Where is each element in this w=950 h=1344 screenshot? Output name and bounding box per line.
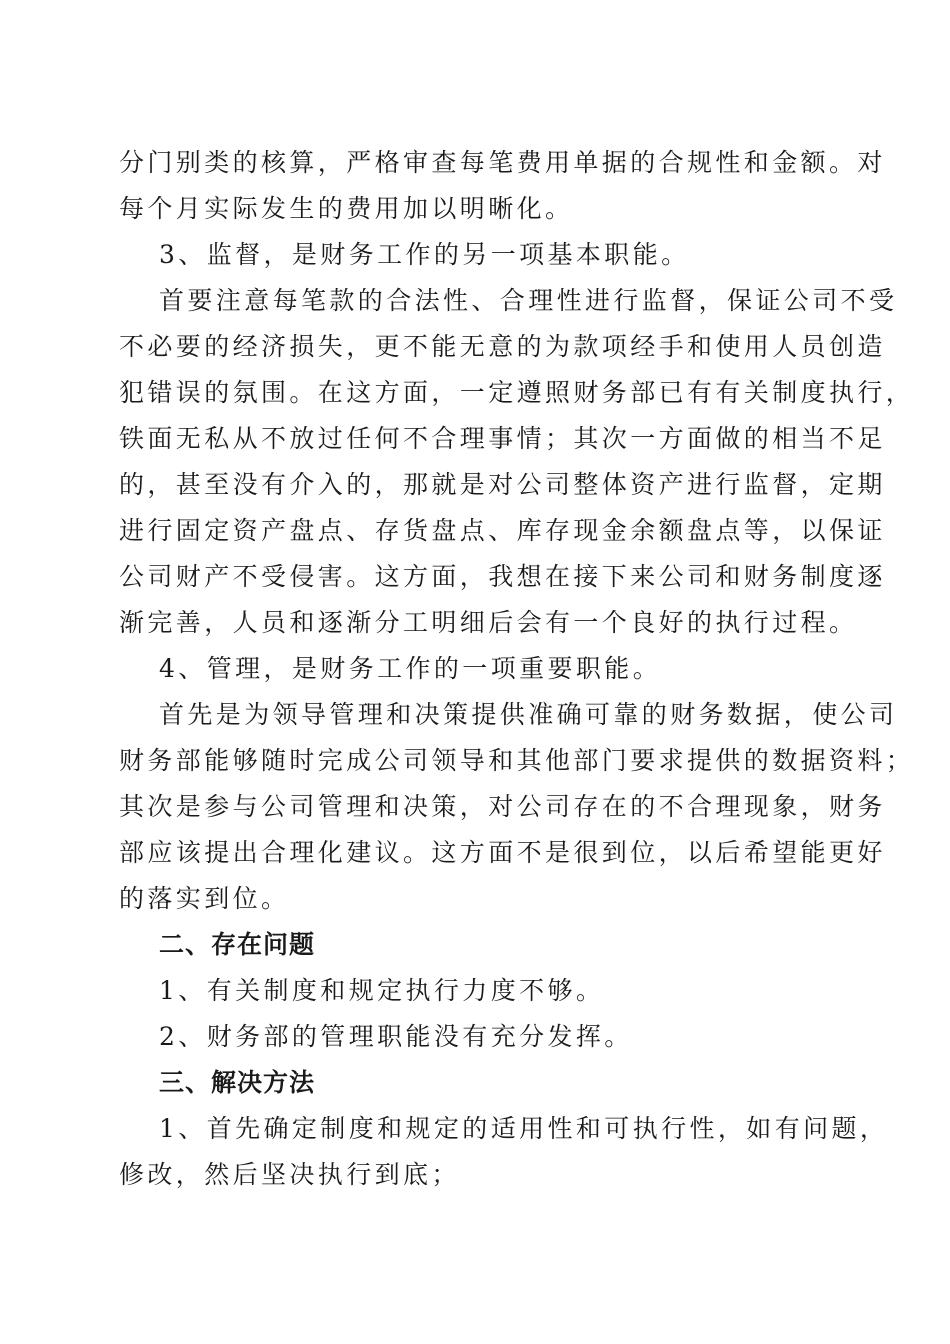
text-line: 铁面无私从不放过任何不合理事情；其次一方面做的相当不足	[119, 424, 886, 453]
section-heading: 三、解决方法	[159, 1068, 316, 1097]
text-line: 犯错误的氛围。在这方面，一定遵照财务部已有有关制度执行，	[119, 378, 915, 407]
text-line: 1、首先确定制度和规定的适用性和可执行性，如有问题，	[159, 1114, 889, 1143]
text-line: 渐完善，人员和逐渐分工明细后会有一个良好的执行过程。	[119, 608, 858, 637]
text-line: 首要注意每笔款的合法性、合理性进行监督，保证公司不受	[159, 286, 898, 315]
text-line: 部应该提出合理化建议。这方面不是很到位，以后希望能更好	[119, 838, 886, 867]
text-line: 的落实到位。	[119, 884, 290, 913]
text-line: 财务部能够随时完成公司领导和其他部门要求提供的数据资料；	[119, 746, 915, 775]
text-line: 4、管理，是财务工作的一项重要职能。	[159, 654, 662, 683]
section-heading: 二、存在问题	[159, 930, 316, 959]
text-line: 进行固定资产盘点、存货盘点、库存现金余额盘点等，以保证	[119, 516, 886, 545]
text-line: 其次是参与公司管理和决策，对公司存在的不合理现象，财务	[119, 792, 886, 821]
text-line: 2、财务部的管理职能没有充分发挥。	[159, 1022, 633, 1051]
text-line: 不必要的经济损失，更不能无意的为款项经手和使用人员创造	[119, 332, 886, 361]
text-line: 3、监督，是财务工作的另一项基本职能。	[159, 240, 690, 269]
text-line: 公司财产不受侵害。这方面，我想在接下来公司和财务制度逐	[119, 562, 886, 591]
text-line: 每个月实际发生的费用加以明晰化。	[119, 194, 574, 223]
text-line: 修改，然后坚决执行到底；	[119, 1160, 460, 1189]
text-line: 分门别类的核算，严格审查每笔费用单据的合规性和金额。对	[119, 148, 886, 177]
text-line: 1、有关制度和规定执行力度不够。	[159, 976, 605, 1005]
text-line: 首先是为领导管理和决策提供准确可靠的财务数据，使公司	[159, 700, 898, 729]
text-line: 的，甚至没有介入的，那就是对公司整体资产进行监督，定期	[119, 470, 886, 499]
